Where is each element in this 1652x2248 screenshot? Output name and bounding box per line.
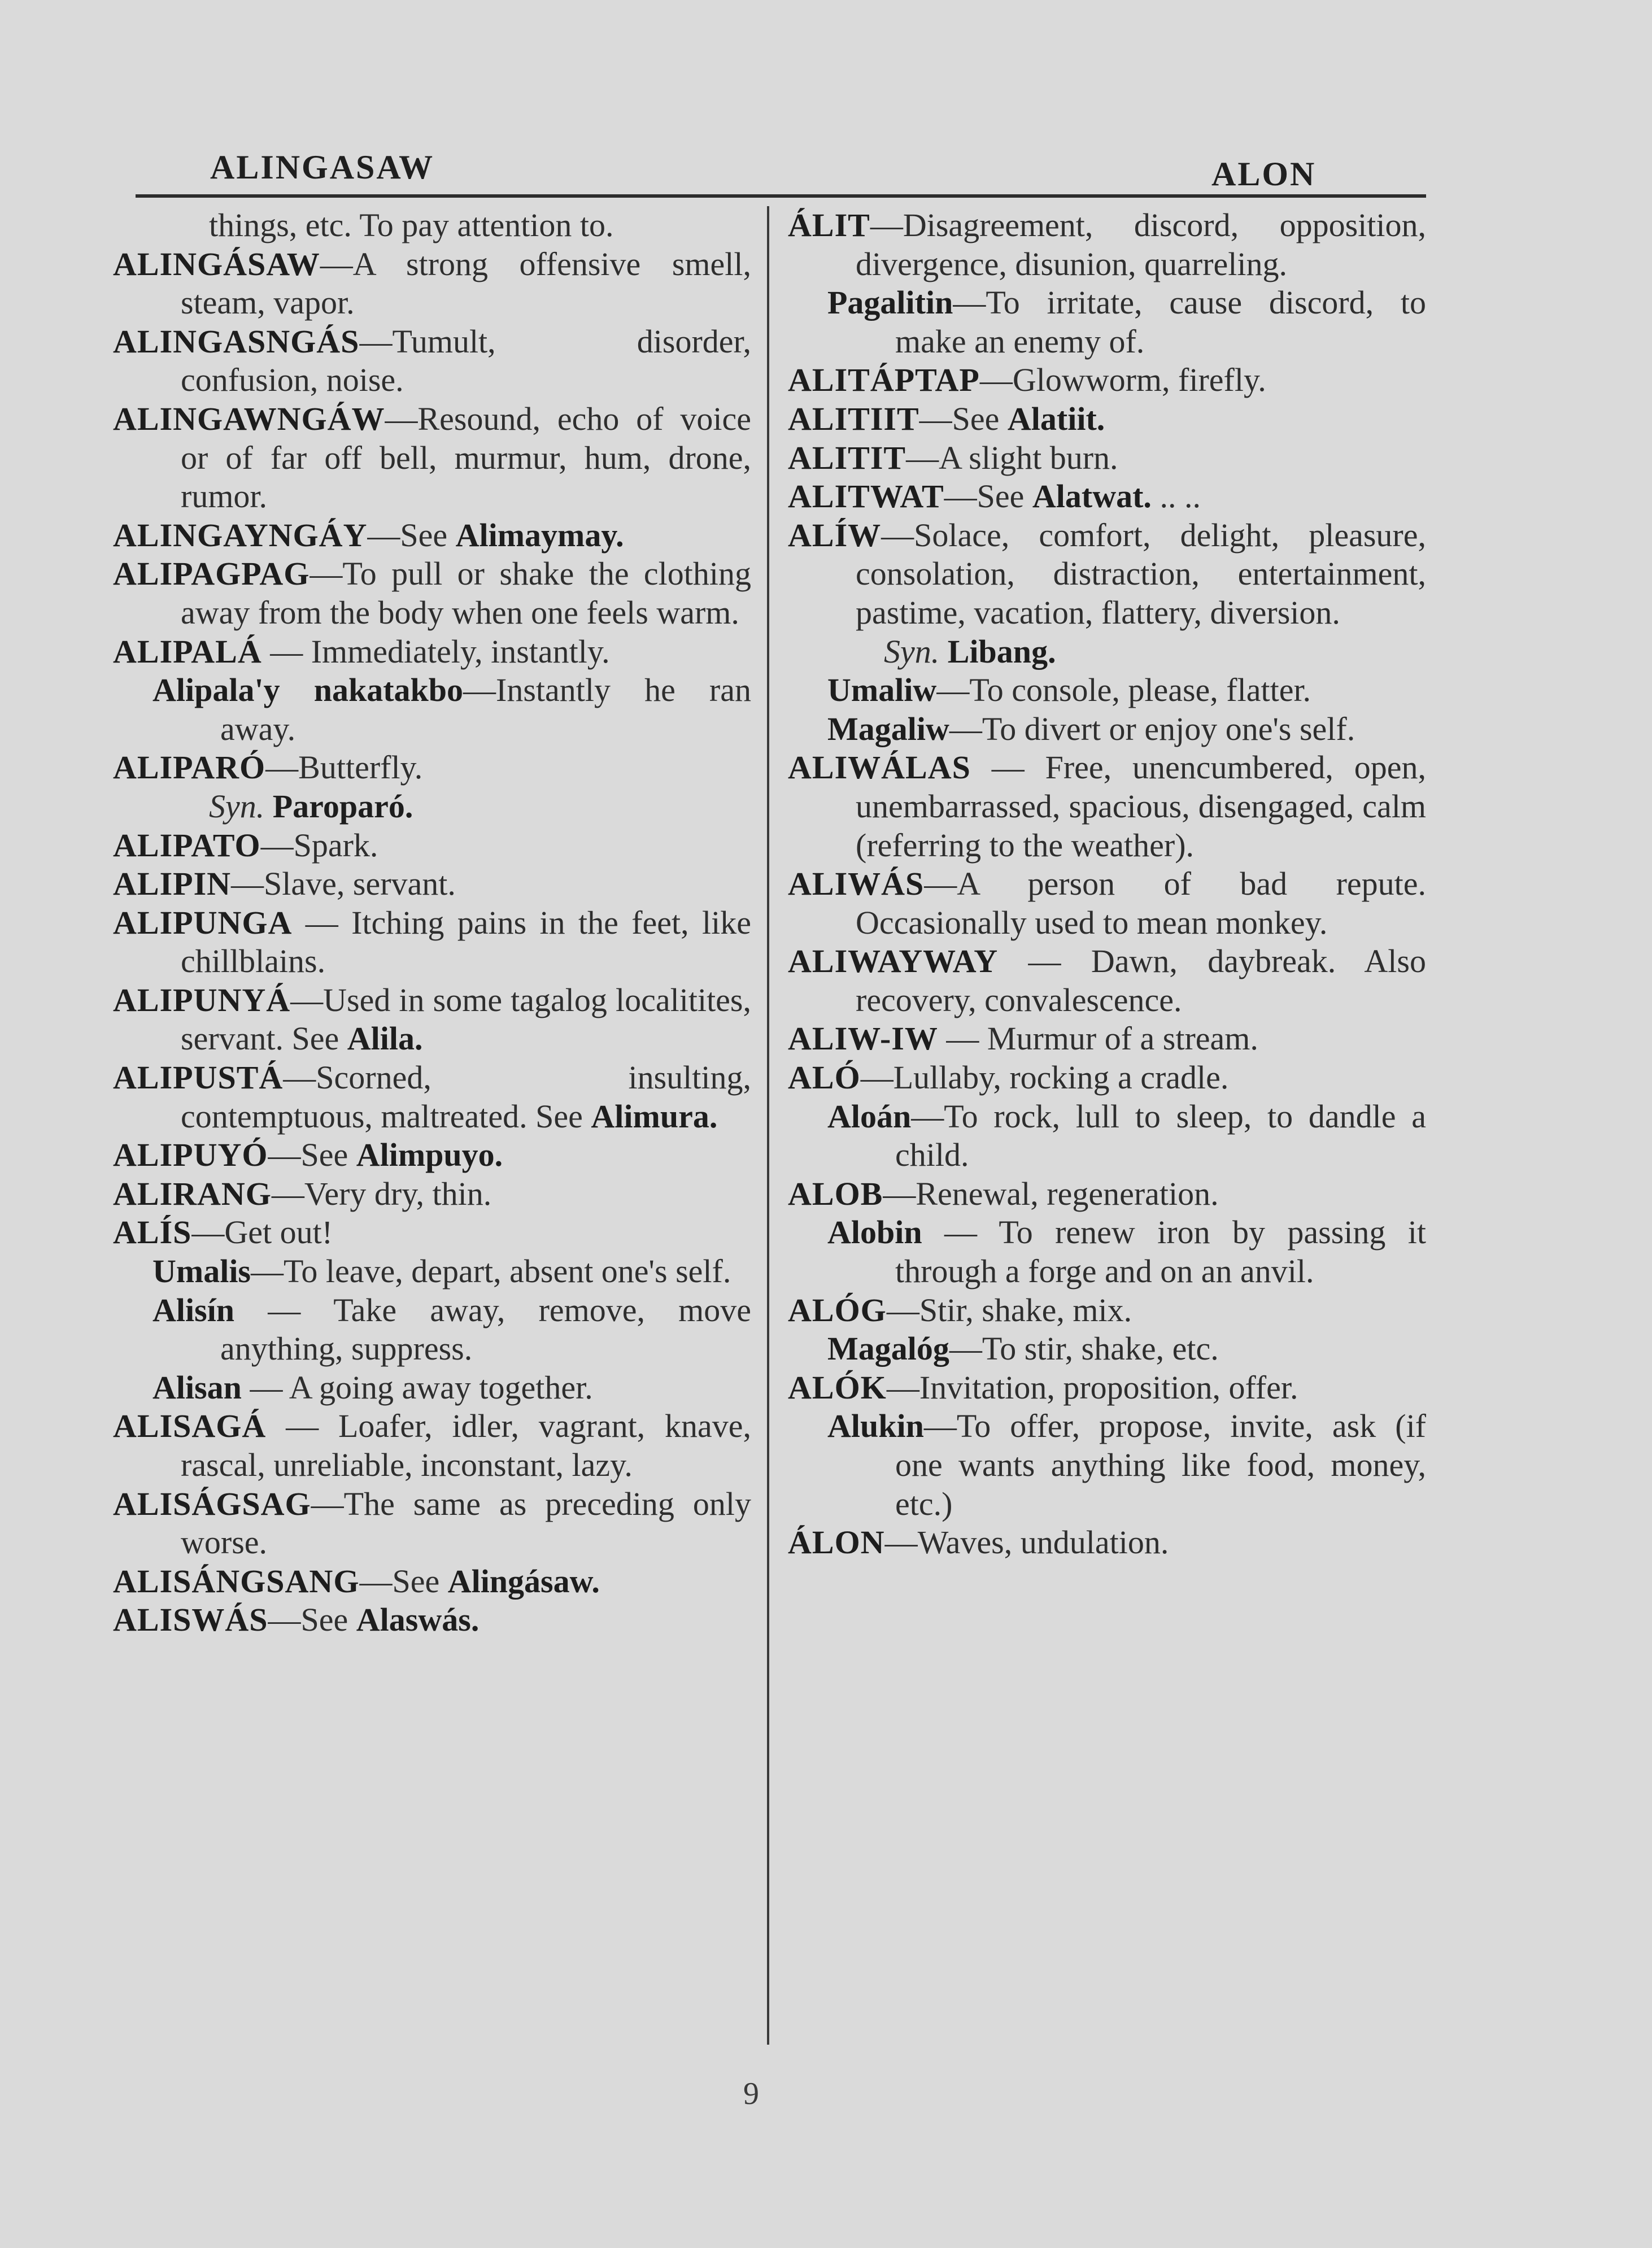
dictionary-entry: [788, 1058, 1426, 1097]
cross-reference: Libang.: [947, 633, 1056, 670]
headword: ALIRANG: [113, 1175, 272, 1212]
definition: —To console, please, flatter.: [936, 672, 1311, 709]
dictionary-entry: [788, 1291, 1426, 1330]
dictionary-entry: [788, 942, 1426, 1020]
headword: ALIPUYÓ: [113, 1136, 268, 1174]
definition: — A going away together.: [241, 1369, 593, 1406]
dictionary-entry: [788, 400, 1426, 439]
dictionary-entry: [113, 633, 751, 672]
headword: ALIPAGPAG: [113, 555, 310, 593]
definition: — Itching pains in the feet, like chillblains.: [181, 904, 751, 980]
definition: —To leave, depart, absent one's self.: [251, 1253, 731, 1290]
subentry-word: Aloán: [827, 1097, 912, 1135]
definition: —To rock, lull to sleep, to dandle a child.: [895, 1097, 1426, 1174]
headword: ALINGÁSAW: [113, 245, 320, 282]
dictionary-entry: [113, 826, 751, 865]
headword: ALÓK: [788, 1369, 887, 1406]
headword: ALIPUNYÁ: [113, 981, 291, 1018]
synonym-label: Syn.: [884, 633, 940, 670]
dictionary-entry: [788, 1369, 1426, 1408]
subentry-word: Pagalitin: [827, 284, 953, 321]
headword: ALIWÁS: [788, 865, 925, 903]
headword: ALIWAYWAY: [788, 943, 999, 980]
dictionary-entry: [113, 1058, 751, 1136]
dictionary-entry: [113, 904, 751, 981]
headword: ALOB: [788, 1175, 883, 1212]
headword: ALISAGÁ: [113, 1408, 267, 1445]
subentry-word: Magaliw: [827, 710, 949, 747]
subentry-word: Alipala'y nakatakbo: [152, 672, 464, 709]
dictionary-entry: [113, 1485, 751, 1562]
subentry-word: Alobin: [827, 1214, 922, 1251]
definition: —To offer, propose, invite, ask (if one wants anything like food, money, etc.): [895, 1408, 1426, 1522]
dictionary-entry: [788, 477, 1426, 516]
dictionary-entry: [113, 1562, 751, 1601]
definition: —See: [268, 1136, 356, 1174]
headword: ALIPIN: [113, 865, 232, 903]
definition: —The same as preceding only worse.: [181, 1485, 751, 1561]
headword: ALIPATO: [113, 826, 261, 864]
definition: —Glowworm, firefly.: [979, 361, 1266, 399]
dictionary-entry: [113, 865, 751, 904]
sub-entry: [788, 1213, 1426, 1291]
sub-entry: [788, 671, 1426, 710]
headword: ALIWÁLAS: [788, 749, 971, 786]
headword: ALITWAT: [788, 478, 944, 515]
subentry-word: Umaliw: [827, 672, 937, 709]
dictionary-entry: [113, 748, 751, 787]
dictionary-entry: [113, 1175, 751, 1214]
cross-reference: Alila.: [347, 1020, 423, 1057]
definition: —Used in some tagalog localitites, servant. See: [181, 981, 751, 1057]
headword: ALIPUNGA: [113, 904, 293, 941]
dictionary-entry: [788, 1175, 1426, 1214]
dictionary-entry: [113, 555, 751, 632]
cross-reference: Alingásaw.: [447, 1562, 600, 1600]
dictionary-entry: [113, 1136, 751, 1175]
definition: —Tumult, disorder, confusion, noise.: [181, 323, 751, 399]
headword: ALÍW: [788, 516, 882, 554]
subentry-word: Alisín: [152, 1291, 235, 1328]
subentry-word: Alisan: [152, 1369, 242, 1406]
dictionary-entry: [113, 323, 751, 400]
definition: —See: [944, 478, 1032, 515]
dictionary-entry: [113, 516, 751, 555]
running-header-right: ALON: [1211, 155, 1317, 193]
headword: ALINGAWNGÁW: [113, 400, 385, 437]
definition: — Free, unencumbered, open, unembarrassed, spacious, disengaged, calm (referring to the weather).: [856, 749, 1426, 864]
definition: —To stir, shake, etc.: [949, 1330, 1219, 1367]
headword: ALÓG: [788, 1291, 887, 1328]
right-column: [788, 206, 1426, 1562]
synonym-line: [113, 787, 751, 826]
page-number: 9: [743, 2076, 759, 2111]
definition: —Waves, undulation.: [884, 1524, 1169, 1561]
headword: ALINGASNGÁS: [113, 323, 360, 360]
headword: ALIPUSTÁ: [113, 1059, 284, 1096]
dictionary-entry: [788, 361, 1426, 400]
definition: —See: [919, 400, 1008, 437]
definition: —To pull or shake the clothing away from the body when one feels warm.: [181, 555, 751, 631]
headword: ÁLON: [788, 1524, 885, 1561]
definition: —Solace, comfort, delight, pleasure, consolation, distraction, entertainment, pastime, vacation, flattery, diversion.: [856, 516, 1426, 631]
subentry-word: Umalis: [152, 1253, 251, 1290]
dictionary-entry: [788, 516, 1426, 633]
headword: ALITIT: [788, 439, 906, 476]
definition: —Resound, echo of voice or of far off bell, murmur, hum, drone, rumor.: [181, 400, 751, 515]
headword: ALITIIT: [788, 400, 919, 437]
headword: ALÍS: [113, 1214, 192, 1251]
dictionary-entry: [788, 439, 1426, 478]
header-rule: [136, 194, 1426, 198]
definition: — Immediately, instantly.: [261, 633, 610, 670]
trailing-dots: .. ..: [1151, 478, 1201, 515]
definition: — Loafer, idler, vagrant, knave, rascal, unreliable, inconstant, lazy.: [181, 1408, 751, 1483]
headword: ALIPARÓ: [113, 749, 266, 786]
definition: things, etc. To pay attention to.: [209, 207, 614, 243]
subentry-word: Alukin: [827, 1408, 924, 1445]
cross-reference: Alimaymay.: [455, 516, 624, 554]
dictionary-entry: [788, 748, 1426, 865]
sub-entry: [113, 1369, 751, 1408]
headword: ALISÁGSAG: [113, 1485, 311, 1522]
cross-reference: Paroparó.: [272, 787, 413, 825]
definition: — To renew iron by passing it through a forge and on an anvil.: [895, 1214, 1426, 1290]
headword: ALISÁNGSANG: [113, 1562, 360, 1600]
definition: —A person of bad repute. Occasionally used to mean monkey.: [856, 865, 1426, 941]
headword: ALÓ: [788, 1059, 861, 1096]
dictionary-entry: [788, 865, 1426, 942]
sub-entry: [788, 1330, 1426, 1369]
definition: — Dawn, daybreak. Also recovery, convalescence.: [856, 943, 1426, 1018]
definition: —Renewal, regeneration.: [883, 1175, 1219, 1212]
cross-reference: Alatiit.: [1007, 400, 1105, 437]
definition: —See: [268, 1601, 356, 1639]
dictionary-entry: [113, 1213, 751, 1252]
definition: —A slight burn.: [906, 439, 1118, 476]
definition: —To irritate, cause discord, to make an enemy of.: [895, 284, 1426, 360]
definition: — Take away, remove, move anything, suppress.: [220, 1291, 751, 1367]
dictionary-entry: [113, 1601, 751, 1640]
definition: —Scorned, insulting, contemptuous, maltreated. See: [181, 1059, 751, 1135]
definition: —Disagreement, discord, opposition, divergence, disunion, quarreling.: [856, 207, 1426, 282]
cross-reference: Alaswás.: [356, 1601, 480, 1639]
dictionary-entry: [113, 245, 751, 323]
sub-entry: [788, 1097, 1426, 1175]
definition: —A strong offensive smell, steam, vapor.: [181, 245, 751, 321]
synonym-line: [788, 633, 1426, 672]
definition: —Very dry, thin.: [271, 1175, 492, 1212]
running-header-left: ALINGASAW: [210, 149, 435, 186]
dictionary-entry: [113, 400, 751, 516]
sub-entry: [113, 1252, 751, 1291]
headword: ALIPALÁ: [113, 633, 262, 670]
dictionary-entry: [113, 1407, 751, 1484]
sub-entry: [788, 284, 1426, 361]
sub-entry: [113, 671, 751, 748]
definition: —Get out!: [191, 1214, 333, 1251]
definition: —Lullaby, rocking a cradle.: [860, 1059, 1229, 1096]
headword: ALINGAYNGÁY: [113, 516, 368, 554]
column-divider: [767, 206, 769, 2045]
dictionary-entry: [788, 206, 1426, 284]
definition: —Stir, shake, mix.: [886, 1291, 1132, 1328]
definition: —See: [367, 516, 456, 554]
definition: —Spark.: [260, 826, 378, 864]
headword: ALIW-IW: [788, 1020, 938, 1057]
definition: —Butterfly.: [265, 749, 423, 786]
synonym-label: Syn.: [209, 787, 265, 825]
sub-entry: [113, 1291, 751, 1369]
dictionary-entry: [788, 1523, 1426, 1562]
cross-reference: Alimpuyo.: [356, 1136, 503, 1174]
cross-reference: Alimura.: [591, 1097, 718, 1135]
headword: ÁLIT: [788, 207, 870, 243]
cross-reference: Alatwat.: [1032, 478, 1152, 515]
definition: —Invitation, proposition, offer.: [886, 1369, 1298, 1406]
dictionary-entry: [113, 981, 751, 1058]
subentry-word: Magalóg: [827, 1330, 949, 1367]
headword: ALISWÁS: [113, 1601, 268, 1639]
sub-entry: [788, 1407, 1426, 1523]
headword: ALITÁPTAP: [788, 361, 980, 399]
definition: —Instantly he ran away.: [220, 672, 751, 747]
sub-entry: [788, 710, 1426, 749]
definition: —To divert or enjoy one's self.: [949, 710, 1355, 747]
definition: — Murmur of a stream.: [938, 1020, 1258, 1057]
definition: —See: [359, 1562, 448, 1600]
dictionary-entry: [788, 1020, 1426, 1058]
continued-entry: [113, 206, 751, 245]
left-column: [113, 206, 751, 1640]
definition: —Slave, servant.: [231, 865, 456, 903]
